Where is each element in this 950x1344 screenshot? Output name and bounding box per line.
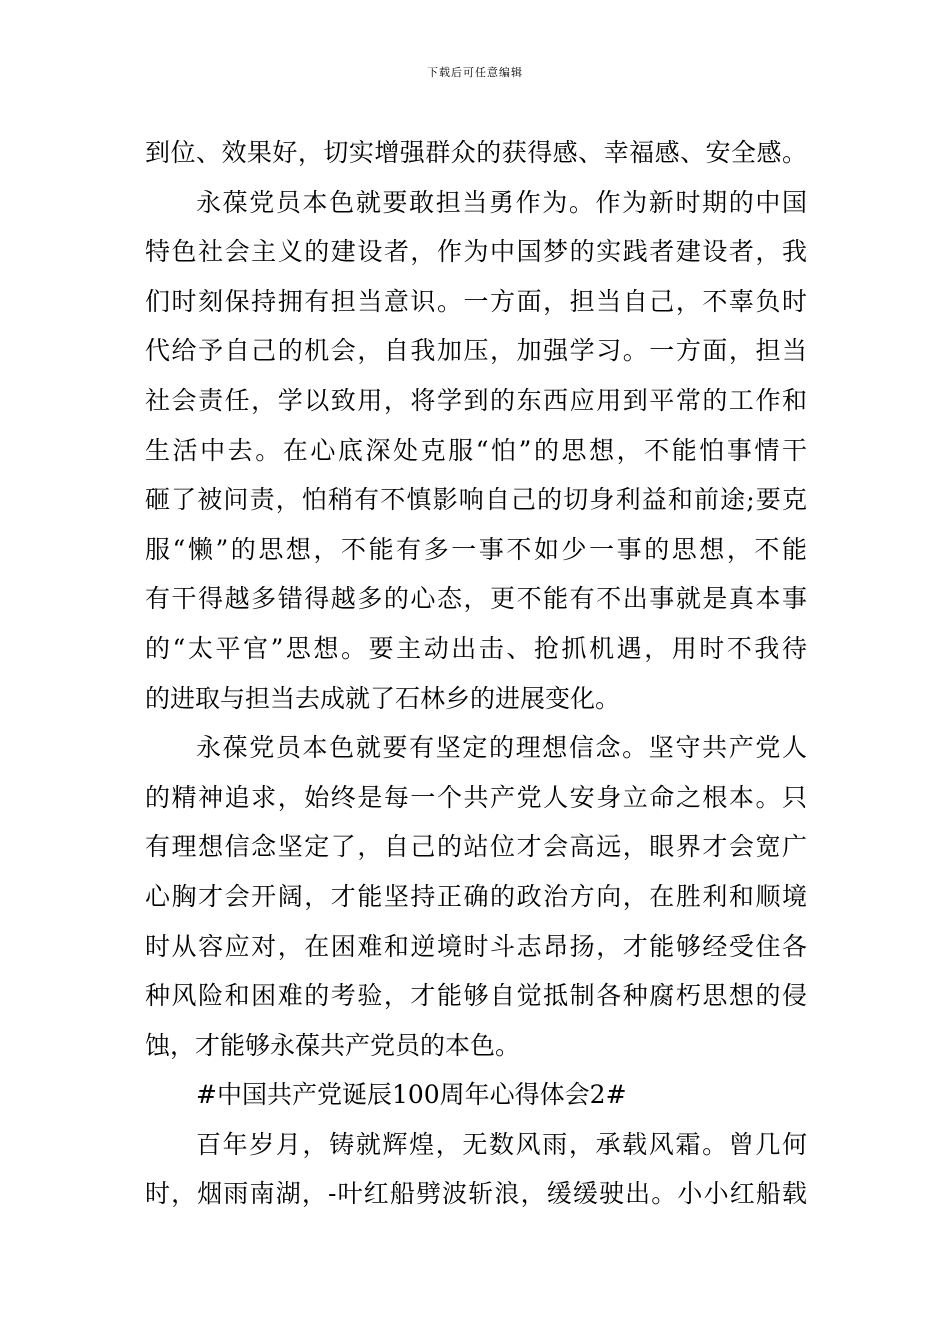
text-line: 生活中去。在心底深处克服“怕”的思想，不能怕事情干 — [145, 435, 807, 465]
paragraph-last-line: 蚀，才能够永葆共产党员的本色。 — [145, 1030, 521, 1060]
text-line: 特色社会主义的建设者，作为中国梦的实践者建设者，我 — [145, 237, 807, 267]
text-line: 时，烟雨南湖，-叶红船劈波斩浪，缓缓驶出。小小红船载 — [145, 1179, 807, 1209]
text-line: 时从容应对，在困难和逆境时斗志昂扬，才能够经受住各 — [145, 931, 807, 961]
text-line: 有理想信念坚定了，自己的站位才会高远，眼界才会宽广 — [145, 832, 807, 862]
paragraph-last-line: 的进取与担当去成就了石林乡的进展变化。 — [145, 683, 621, 713]
text-line: 砸了被问责，怕稍有不慎影响自己的切身利益和前途;要克 — [145, 485, 807, 515]
paragraph-first-line: 永葆党员本色就要敢担当勇作为。作为新时期的中国 — [196, 187, 807, 217]
text-line: 的“太平官”思想。要主动出击、抢抓机遇，用时不我待 — [145, 633, 807, 663]
text-line: 有干得越多错得越多的心态，更不能有不出事就是真本事 — [145, 584, 807, 614]
text-line: 种风险和困难的考验，才能够自觉抵制各种腐朽思想的侵 — [145, 981, 807, 1011]
section-heading: #中国共产党诞辰100周年心得体会2# — [196, 1080, 627, 1110]
page-header: 下载后可任意编辑 — [427, 66, 523, 79]
text-line: 代给予自己的机会，自我加压，加强学习。一方面，担当 — [145, 336, 807, 366]
text-line: 的精神追求，始终是每一个共产党人安身立命之根本。只 — [145, 782, 807, 812]
paragraph-first-line: 永葆党员本色就要有坚定的理想信念。坚守共产党人 — [196, 733, 807, 763]
text-line: 社会责任，学以致用，将学到的东西应用到平常的工作和 — [145, 385, 807, 415]
paragraph-first-line: 百年岁月，铸就辉煌，无数风雨，承载风霜。曾几何 — [196, 1129, 807, 1159]
text-line: 到位、效果好，切实增强群众的获得感、幸福感、安全感。 — [145, 138, 807, 167]
text-line: 心胸才会开阔，才能坚持正确的政治方向，在胜利和顺境 — [145, 881, 807, 911]
body-text — [145, 128, 807, 1219]
text-line: 服“懒”的思想，不能有多一事不如少一事的思想，不能 — [145, 534, 807, 564]
text-line: 们时刻保持拥有担当意识。一方面，担当自己，不辜负时 — [145, 286, 807, 316]
